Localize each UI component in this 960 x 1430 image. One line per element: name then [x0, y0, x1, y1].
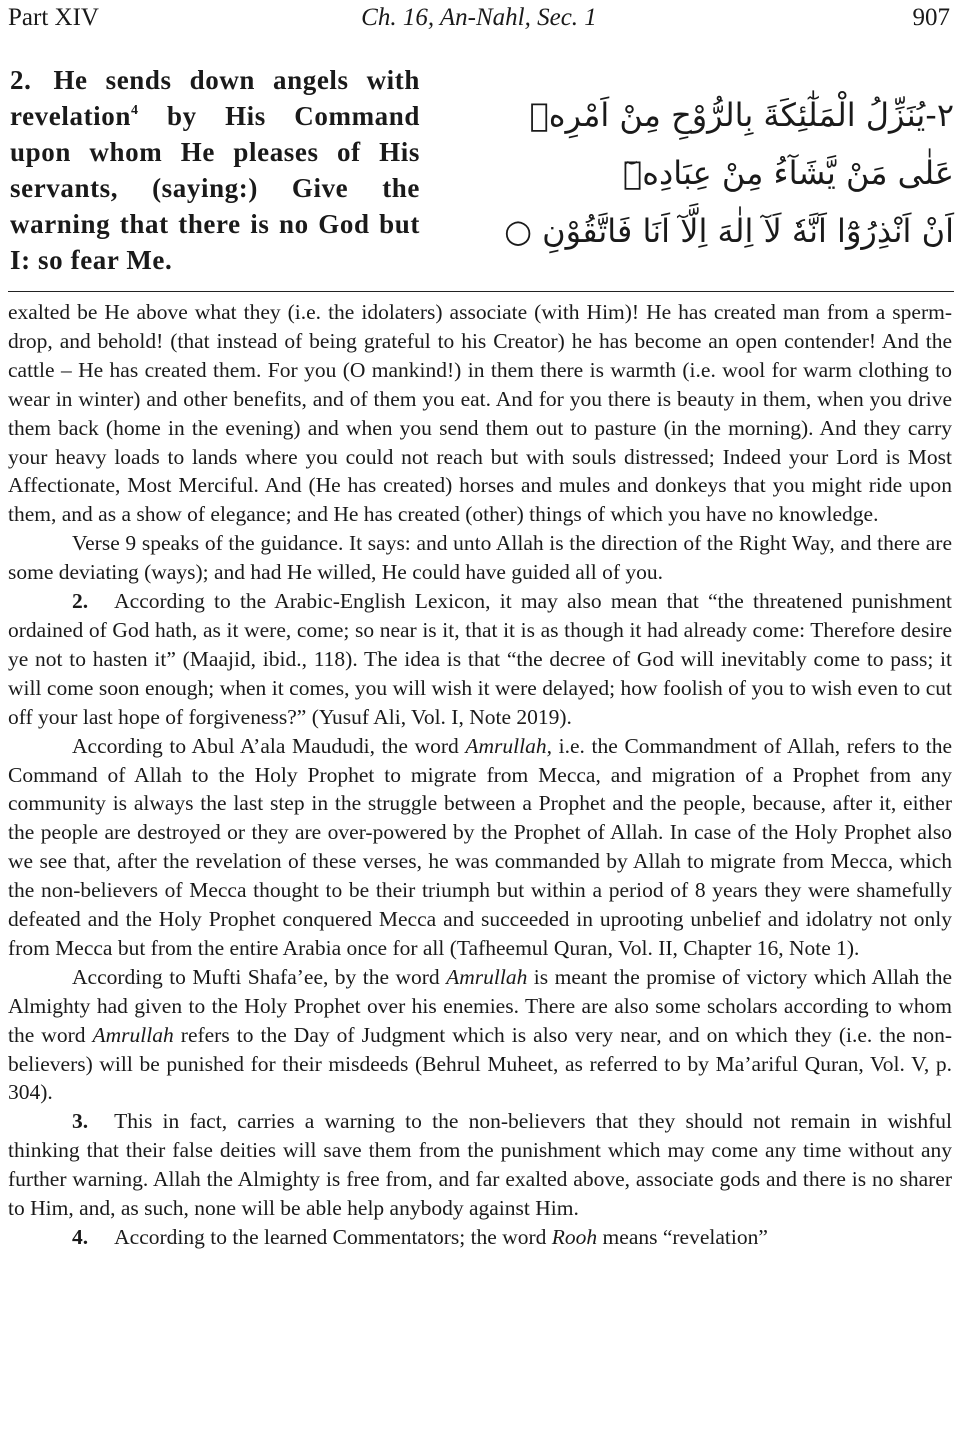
text-run: i.e. the Commandment of Allah, refers to the Command of Allah to the Holy Prophet to migrate from Mecca, and migration of a Prophet from any community is always the last step in the struggle between a Prophet and the people, because, after it, either the people are destroyed or they are over-powered by the Prophet of Allah. In case of the Holy Prophet also we see that, after the revelation of these verses, he was commanded by Allah to migrate from Mecca, which the non-believers of Mecca thought to be their triumph but within a period of 8 years they were shamefully defeated and the Holy Prophet conquered Mecca and succeeded in uprooting unbelief and idolatry not only from Mecca but from the entire Arabia once for all (Tafheemul Quran, Vol. II, Chapter 16, Note 1). [8, 733, 952, 960]
term-rooh: Rooh [551, 1225, 598, 1249]
text-run: According to Abul A’ala Maududi, the word [72, 733, 466, 758]
note-number: 2. [72, 589, 89, 614]
text-run: According to the learned Commentators; the word [114, 1225, 552, 1249]
term-amrullah: Amrullah [446, 964, 528, 989]
term-amrullah: Amrullah, [465, 733, 552, 758]
chapter-title: Ch. 16, An-Nahl, Sec. 1 [361, 4, 597, 31]
divider-rule [8, 291, 954, 292]
text-run: refers to the Day of Judgment which is also very near, and on which they (i.e. the non-believers) will be punished for their misdeeds (Behrul Muheet, as referred to by Ma’ariful Quran, Vol. V, p. 304). [8, 1022, 952, 1105]
text-run: means “revelation” [597, 1225, 768, 1249]
text-run: is meant the promise of victory which Allah the Almighty had given to the Holy Prophet over his enemies. There are also some scholars according to whom the word [8, 964, 953, 1047]
note-number: 3. [72, 1109, 89, 1134]
commentary-paragraph: exalted be He above what they (i.e. the idolaters) associate (with Him)! He has created man from a sperm-drop, and behold! (that instead of being grateful to his Creator) he has become an open contender! And the cattle – He has created them. For you (O mankind!) in them there is warmth (i.e. wool for warm clothing to wear in winter) and other benefits, and of them you eat. And for you there is beauty in them, when you drive them back (home in the evening) and when you send them out to pasture (in the morning). And they carry your heavy loads to lands where you could not reach but with souls distressed; Indeed your Lord is Most Affectionate, Most Merciful. And (He has created) horses and mules and donkeys that you might ride upon them, and as a show of elegance; and He has created (other) things of which you have no knowledge. [8, 300, 952, 527]
commentary-paragraph [8, 963, 952, 1108]
page-number: 907 [912, 4, 950, 31]
page-header [8, 4, 950, 38]
arabic-line: ٢-يُنَزِّلُ الْمَلٰٓئِكَةَ بِالرُّوْحِ مِنْ اَمْرِهٖ [529, 96, 954, 134]
term-amrullah: Amrullah [92, 1022, 174, 1047]
note-text: According to the Arabic-English Lexicon, it may also mean that “the threatened punishment ordained of God hath, as it were, come; so near is it, that it is as though it had already come: Therefore desire ye not to hasten it” (Maajid, ibid., 118). The idea is that “the decree of God will inevitably come to pass; it will come soon enough; when it comes, you will wish it were delayed; how foolish of you to wish even to cut off your last hope of forgiveness?” (Yusuf Ali, Vol. I, Note 2019). [8, 589, 952, 729]
commentary-paragraph [8, 732, 952, 963]
verse-number: 2. [10, 65, 32, 95]
footnote-marker: 4 [130, 103, 139, 118]
note-2 [8, 587, 952, 732]
commentary [8, 298, 952, 1252]
verse-text-end: by His Command upon whom He pleases of His servants, (saying:) Give the warning that there is no God but I: so fear Me. [10, 101, 420, 275]
part-label: Part XIV [8, 4, 99, 31]
note-4 [8, 1223, 952, 1252]
text-run: According to Mufti Shafa’ee, by the word [72, 964, 447, 989]
commentary-paragraph: Verse 9 speaks of the guidance. It says: and unto Allah is the direction of the Right Way, and there are some deviating (ways); and had He willed, He could have guided all of you. [8, 531, 952, 585]
verse-translation [10, 62, 420, 278]
note-number: 4. [72, 1225, 89, 1249]
note-3 [8, 1107, 952, 1223]
arabic-verse [478, 86, 954, 260]
note-text: This in fact, carries a warning to the non-believers that they should not remain in wishful thinking that their false deities will save them from the punishment which may come any time without any further warning. Allah the Almighty is free from, and far exalted above, associate gods and there is no sharer to Him, and, as such, none will be able help anybody against Him. [8, 1109, 952, 1221]
verse-text-start: He sends down angels with revelation [10, 65, 420, 131]
arabic-line: اَنْ اَنْذِرُوْٓا اَنَّهٗ لَآ اِلٰهَ اِلَّآ اَنَا فَاتَّقُوْنِ ○ [504, 212, 954, 250]
arabic-line: عَلٰى مَنْ يَّشَآءُ مِنْ عِبَادِهٖٓ [622, 154, 954, 192]
